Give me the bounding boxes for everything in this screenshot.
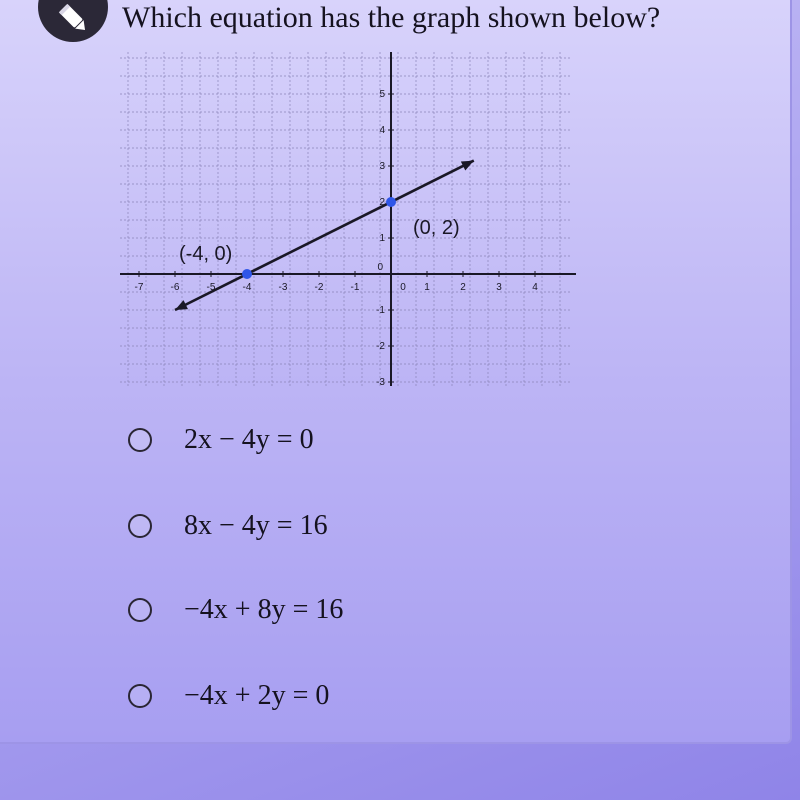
x-tick-label: 1 xyxy=(424,282,430,293)
y-tick-label: -1 xyxy=(376,305,385,316)
option-3[interactable] xyxy=(128,588,528,632)
point-label: (0, 2) xyxy=(413,217,460,239)
x-tick-label: -1 xyxy=(350,282,360,293)
x-tick-label: -2 xyxy=(314,282,324,293)
x-tick-label: 4 xyxy=(532,282,538,293)
x-tick-label: -3 xyxy=(278,282,288,293)
y-tick-label: 2 xyxy=(379,197,385,208)
pencil-badge xyxy=(38,0,108,42)
y-tick-label: -3 xyxy=(376,377,385,388)
option-4[interactable] xyxy=(128,674,528,718)
radio-button[interactable] xyxy=(128,514,152,538)
plotted-point xyxy=(386,197,396,207)
option-label: −4x + 2y = 0 xyxy=(184,680,330,711)
y-tick-label: -2 xyxy=(376,341,385,352)
radio-button[interactable] xyxy=(128,684,152,708)
pencil-icon xyxy=(55,0,91,36)
plotted-point xyxy=(242,269,252,279)
x-tick-label: -4 xyxy=(242,282,252,293)
x-tick-label: -7 xyxy=(134,282,144,293)
option-label: 8x − 4y = 16 xyxy=(184,510,328,541)
option-1[interactable] xyxy=(128,418,528,462)
x-tick-label: 0 xyxy=(400,282,406,293)
y-tick-label: 0 xyxy=(377,262,383,273)
x-tick-label: -6 xyxy=(170,282,180,293)
x-tick-label: -5 xyxy=(206,282,216,293)
option-label: −4x + 8y = 16 xyxy=(184,594,344,625)
point-label: (-4, 0) xyxy=(179,243,233,265)
x-tick-label: 2 xyxy=(460,282,466,293)
question-text: Which equation has the graph shown below? xyxy=(122,1,661,34)
y-tick-label: 3 xyxy=(379,161,385,172)
option-label: 2x − 4y = 0 xyxy=(184,424,314,455)
x-tick-label: 3 xyxy=(496,282,502,293)
radio-button[interactable] xyxy=(128,598,152,622)
y-tick-label: 5 xyxy=(379,89,385,100)
coordinate-graph xyxy=(120,50,580,390)
option-2[interactable] xyxy=(128,504,528,548)
y-tick-label: 4 xyxy=(379,125,385,136)
radio-button[interactable] xyxy=(128,428,152,452)
y-tick-label: 1 xyxy=(379,233,385,244)
